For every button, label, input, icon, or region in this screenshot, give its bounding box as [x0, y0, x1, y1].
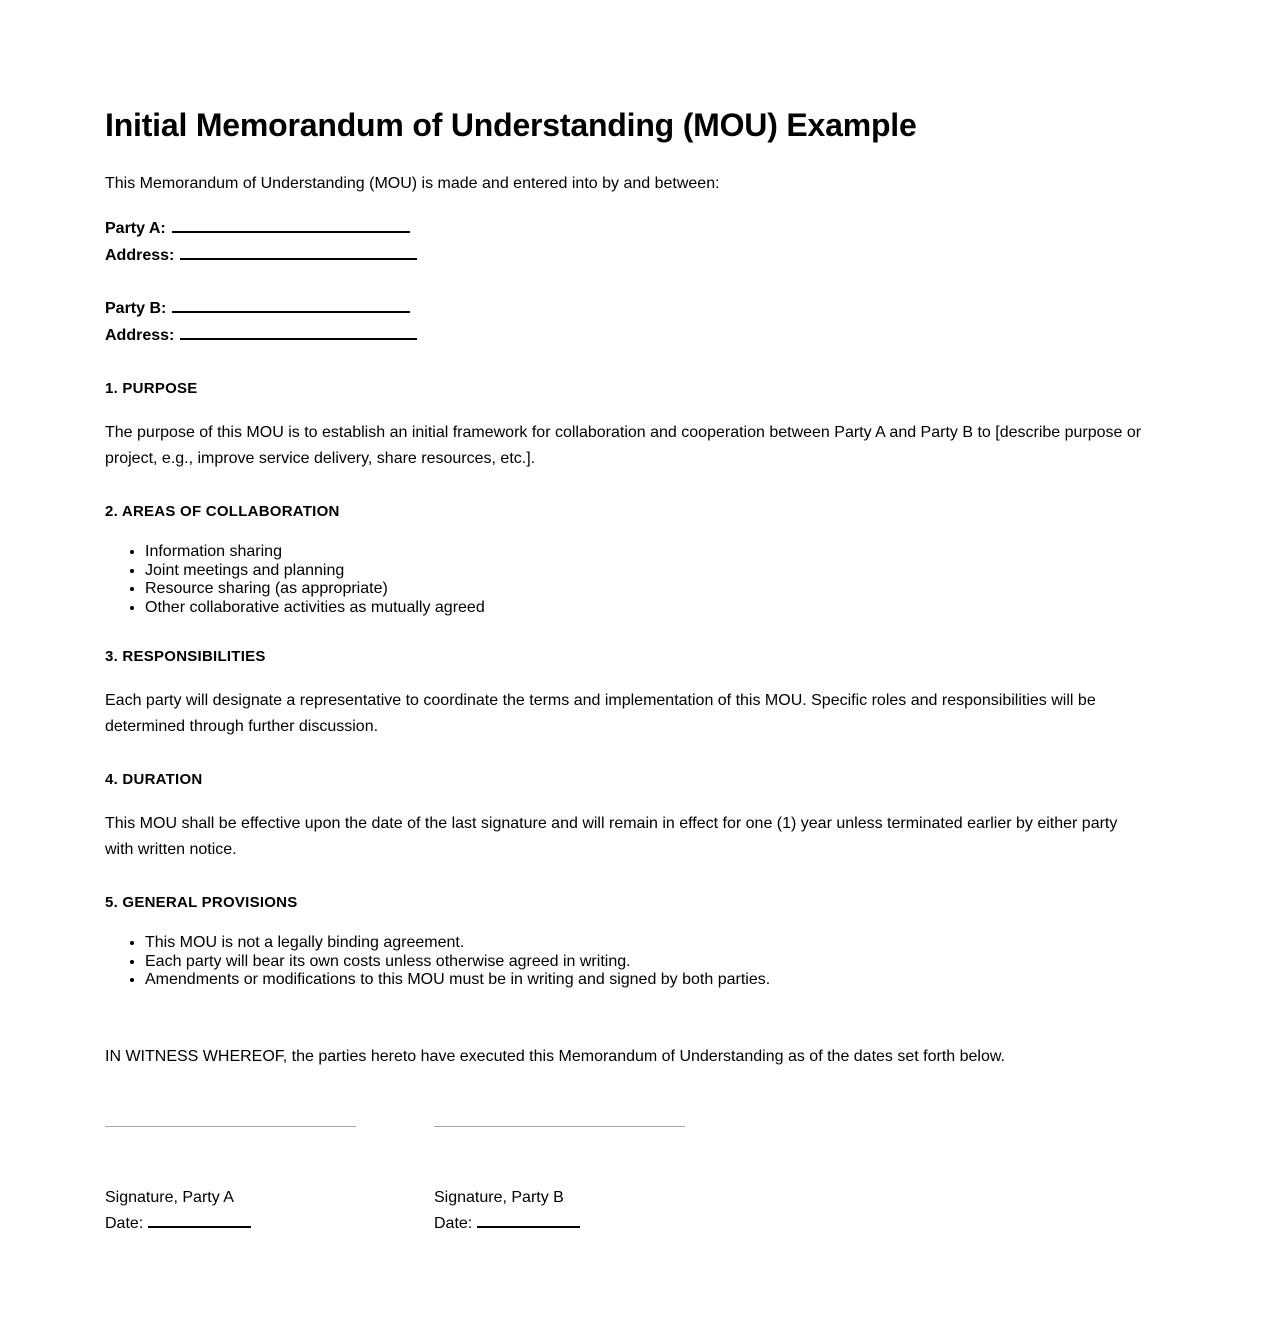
- party-b-label: Party B:: [105, 300, 167, 317]
- party-b-block: [105, 295, 1145, 349]
- party-a-block: [105, 215, 1145, 269]
- party-a-label: Party A:: [105, 220, 166, 237]
- party-a-address-fill-line[interactable]: [180, 245, 417, 260]
- witness-clause: IN WITNESS WHEREOF, the parties hereto have executed this Memorandum of Understanding as of the dates set forth below.: [105, 1047, 1005, 1065]
- intro-paragraph: This Memorandum of Understanding (MOU) is made and entered into by and between:: [105, 175, 720, 192]
- date-fill-line-party-b[interactable]: [477, 1214, 580, 1228]
- section-heading-purpose: 1. PURPOSE: [105, 380, 198, 397]
- list-item: • Joint meetings and planning: [145, 562, 1145, 581]
- party-a-address-label: Address:: [105, 247, 175, 264]
- party-b-address-fill-line[interactable]: [180, 325, 417, 340]
- section-heading-responsibilities: 3. RESPONSIBILITIES: [105, 648, 266, 665]
- section-heading-duration: 4. DURATION: [105, 771, 203, 788]
- date-label-party-b: Date:: [434, 1214, 473, 1232]
- party-b-fill-line[interactable]: [172, 298, 410, 313]
- party-b-address-line: [105, 322, 1145, 349]
- list-item: • Each party will bear its own costs unless otherwise agreed in writing.: [145, 953, 1145, 972]
- signature-rule-party-b[interactable]: [434, 1125, 685, 1127]
- list-item: • Amendments or modifications to this MOU must be in writing and signed by both parties.: [145, 971, 1145, 990]
- list-item: • Resource sharing (as appropriate): [145, 580, 1145, 599]
- section-body-duration: This MOU shall be effective upon the date of the last signature and will remain in effect for one (1) year unless terminated earlier by either party with written notice.: [105, 815, 1118, 858]
- collaboration-list: [105, 543, 1145, 617]
- list-item: • This MOU is not a legally binding agreement.: [145, 934, 1145, 953]
- section-heading-general-provisions: 5. GENERAL PROVISIONS: [105, 894, 298, 911]
- signature-block: [105, 1185, 1145, 1237]
- signature-column-party-b: [434, 1185, 763, 1237]
- section-heading-areas-of-collaboration: 2. AREAS OF COLLABORATION: [105, 503, 340, 520]
- party-b-address-label: Address:: [105, 327, 175, 344]
- party-a-fill-line[interactable]: [172, 218, 410, 233]
- general-provisions-list: [105, 934, 1145, 990]
- list-item: • Other collaborative activities as mutually agreed: [145, 599, 1145, 618]
- signature-rule-party-a[interactable]: [105, 1125, 356, 1127]
- signature-label-party-b: Signature, Party B: [434, 1188, 564, 1206]
- party-a-line: [105, 215, 1145, 242]
- date-label-party-a: Date:: [105, 1214, 144, 1232]
- date-line-party-b: [434, 1211, 763, 1237]
- signature-rule-spacer: [356, 1125, 434, 1127]
- section-body-purpose: The purpose of this MOU is to establish an initial framework for collaboration and cooperation between Party A and Party B to [describe purpose or project, e.g., improve service delivery, share resources, etc.].: [105, 424, 1142, 467]
- date-line-party-a: [105, 1211, 434, 1237]
- list-item: • Information sharing: [145, 543, 1145, 562]
- signature-column-party-a: [105, 1185, 434, 1237]
- section-body-responsibilities: Each party will designate a representative to coordinate the terms and implementation of this MOU. Specific roles and responsibilities will be determined through further discussion.: [105, 692, 1096, 735]
- party-b-line: [105, 295, 1145, 322]
- party-a-address-line: [105, 242, 1145, 269]
- signature-rules: [105, 1125, 1145, 1127]
- date-fill-line-party-a[interactable]: [148, 1214, 251, 1228]
- parties-block: [105, 215, 1145, 349]
- page-title: Initial Memorandum of Understanding (MOU) Example: [105, 107, 917, 143]
- signature-label-party-a: Signature, Party A: [105, 1188, 234, 1206]
